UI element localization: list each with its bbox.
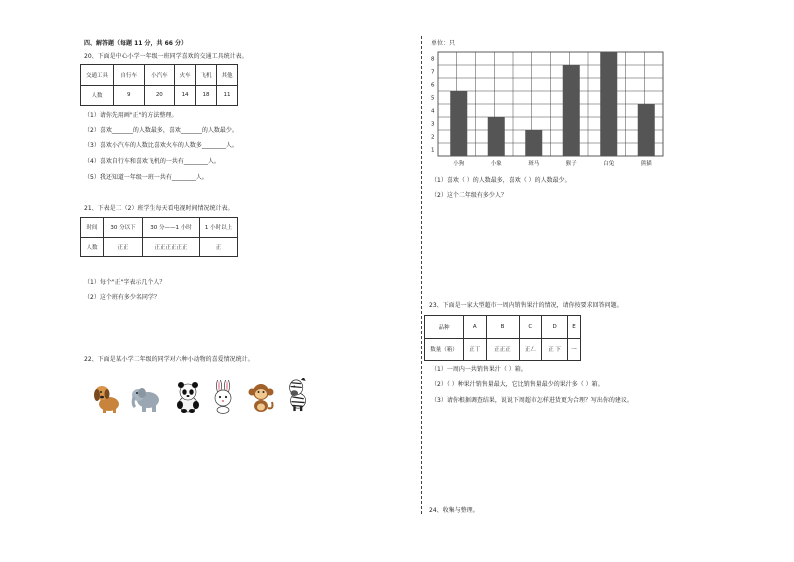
table-cell: 自行车	[114, 65, 145, 86]
q23-sub-1: （1）一周内一共销售果汁（ ）箱。	[431, 366, 527, 373]
table-cell: 人数	[81, 237, 104, 257]
q20-sub-3: （3）喜欢小汽车的人数比喜欢火车的人数多________人。	[84, 142, 238, 149]
q22-stem: 22、下面是某小学二年级的同学对六种小动物的喜爱情况统计。	[84, 356, 254, 363]
section-heading: 四、解答题（每题 11 分，共 66 分）	[84, 40, 188, 47]
table-cell: 正𠃋	[519, 338, 542, 361]
table-cell: 20	[144, 85, 175, 106]
x-tick-label: 小狗	[453, 161, 465, 167]
table-cell: 正丅	[464, 338, 487, 361]
table-cell: 1 小时以上	[200, 218, 238, 238]
table-cell: E	[568, 316, 581, 339]
table-cell: 30 分——1 小时	[143, 218, 200, 238]
q21-stem: 21、下表是二（2）班学生每天看电视时间情况统计表。	[84, 205, 234, 212]
table-row	[81, 218, 238, 238]
x-tick-label: 斑马	[528, 161, 540, 167]
bar	[488, 117, 505, 156]
x-tick-label: 白兔	[603, 161, 615, 167]
x-tick-label: 小象	[490, 161, 502, 167]
q23-sub-2: （2）（ ）种果汁销售量最大，它比销售量最少的果汁多（ ）箱。	[431, 381, 604, 388]
table-cell: 正正正	[486, 338, 519, 361]
bar	[638, 104, 655, 156]
table-row	[81, 237, 238, 257]
table-cell: 9	[114, 85, 145, 106]
dog-icon	[92, 380, 122, 414]
fold-line	[421, 36, 422, 514]
table-cell: 正正正正正正	[143, 237, 200, 257]
table-cell: A	[464, 316, 487, 339]
table-cell: 一	[568, 338, 581, 361]
monkey-icon	[246, 380, 276, 414]
table-cell: 品种	[425, 316, 464, 339]
table-cell: 人数	[81, 85, 114, 106]
table-row	[425, 316, 581, 339]
bar	[600, 52, 617, 156]
y-tick-label: 3	[431, 121, 435, 128]
rabbit-icon	[208, 380, 238, 414]
elephant-icon	[130, 380, 160, 414]
table-cell: 正	[200, 237, 238, 257]
table-cell: 其他	[217, 65, 238, 86]
animal-preference-chart	[428, 50, 666, 172]
y-tick-label: 2	[431, 134, 435, 141]
q20-sub-1: （1）请你先用画"正"的方法整理。	[84, 112, 178, 119]
table-cell: B	[486, 316, 519, 339]
y-tick-label: 7	[431, 69, 435, 76]
bar	[450, 91, 467, 156]
table-cell: 交通工具	[81, 65, 114, 86]
q21-sub-1: （1）每个"正"字表示几个人？	[84, 279, 166, 286]
table-cell: 14	[175, 85, 196, 106]
y-tick-label: 8	[431, 56, 435, 63]
table-cell: 时间	[81, 218, 104, 238]
zebra-icon	[284, 378, 314, 412]
y-tick-label: 4	[431, 108, 435, 115]
q21-sub-2: （2）这个班有多少名同学？	[84, 294, 160, 301]
q20-sub-5: （5）我还知道一年级一班一共有________人。	[84, 174, 208, 181]
q20-stem: 20、下面是中心小学一年级一班同学喜欢的交通工具统计表。	[84, 53, 248, 60]
y-tick-label: 1	[431, 147, 435, 154]
table-cell: 18	[196, 85, 217, 106]
y-tick-label: 5	[431, 95, 435, 102]
x-tick-label: 熊猫	[640, 161, 652, 167]
q23-table	[424, 315, 581, 361]
q22-sub-2: （2）这个二年级有多少人？	[431, 192, 507, 199]
q23-stem: 23、下面是一家大型超市一周内销售果汁的情况，请你按要求回答问题。	[429, 302, 623, 309]
bar	[525, 130, 542, 156]
table-row	[81, 85, 238, 106]
table-cell: D	[542, 316, 568, 339]
bar	[563, 65, 580, 156]
table-cell: C	[519, 316, 542, 339]
panda-icon	[173, 380, 203, 414]
table-row	[425, 338, 581, 361]
table-cell: 30 分以下	[104, 218, 143, 238]
table-cell: 小汽车	[144, 65, 175, 86]
chart-unit-label: 单位：只	[431, 40, 456, 47]
y-tick-label: 6	[431, 82, 435, 89]
table-cell: 11	[217, 85, 238, 106]
table-cell: 火车	[175, 65, 196, 86]
table-cell: 正 下	[542, 338, 568, 361]
q20-sub-2: （2）喜欢_______的人数最多，喜欢_______的人数最少。	[84, 127, 238, 134]
table-cell: 数量（箱）	[425, 338, 464, 361]
table-cell: 正正	[104, 237, 143, 257]
q24-stem: 24、收集与整理。	[429, 507, 479, 514]
table-cell: 飞机	[196, 65, 217, 86]
q22-sub-1: （1）喜欢（ ）的人数最多，喜欢（ ）的人数最少。	[431, 177, 571, 184]
x-tick-label: 猴子	[565, 161, 577, 167]
q20-table	[80, 64, 238, 106]
table-row	[81, 65, 238, 86]
q23-sub-3: （3）请你根据调查结果，说说下周超市怎样进货更为合理？写出你的建议。	[431, 397, 633, 404]
q21-table	[80, 217, 238, 257]
q20-sub-4: （4）喜欢自行车和喜欢飞机的一共有________人。	[84, 158, 220, 165]
